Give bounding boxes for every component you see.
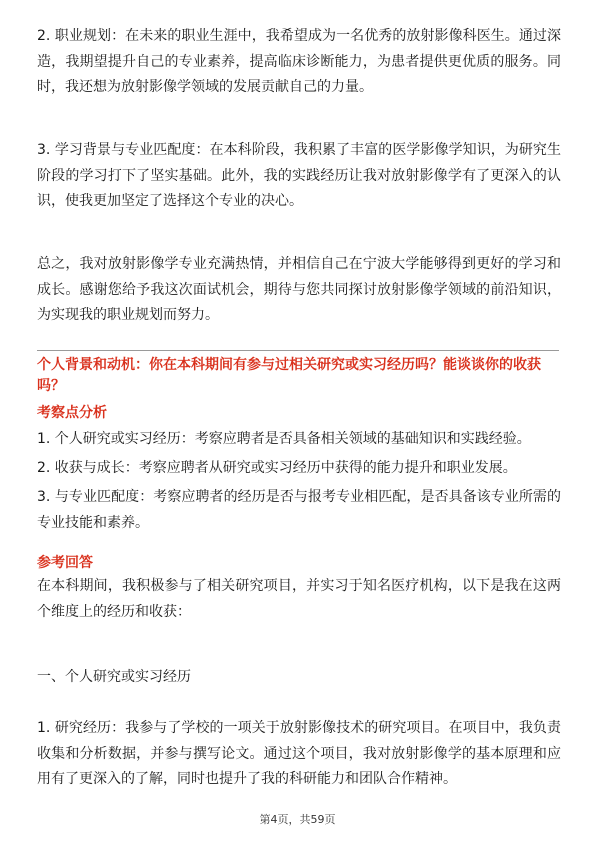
section-divider [37,350,559,351]
analysis-item: 1. 个人研究或实习经历：考察应聘者是否具备相关领域的基础知识和实践经验。 [37,431,531,447]
answer-section-title: 一、个人研究或实习经历 [37,669,191,685]
analysis-item: 3. 与专业匹配度：考察应聘者的经历是否与报考专业相匹配，是否具备该专业所需的专业技能和素养。 [37,489,561,531]
analysis-heading: 考察点分析 [37,405,107,421]
career-plan-paragraph: 2. 职业规划：在未来的职业生涯中，我希望成为一名优秀的放射影像科医生。通过深造，我期望提升自己的专业素养，提高临床诊断能力，为患者提供更优质的服务。同时，我还想为放射影像学领域的发展贡献自己的力量。 [37,28,561,95]
background-match-paragraph: 3. 学习背景与专业匹配度：在本科阶段，我积累了丰富的医学影像学知识，为研究生阶段的学习打下了坚实基础。此外，我的实践经历让我对放射影像学有了更深入的认识，使我更加坚定了选择这个专业的决心。 [37,142,561,209]
conclusion-paragraph: 总之，我对放射影像学专业充满热情，并相信自己在宁波大学能够得到更好的学习和成长。感谢您给予我这次面试机会，期待与您共同探讨放射影像学领域的前沿知识，为实现我的职业规划而努力。 [37,256,561,323]
page-number: 第4页，共59页 [259,813,336,826]
answer-heading: 参考回答 [37,555,93,571]
research-experience-paragraph: 1. 研究经历：我参与了学校的一项关于放射影像技术的研究项目。在项目中，我负责收集和分析数据，并参与撰写论文。通过这个项目，我对放射影像学的基本原理和应用有了更深入的了解，同时也提升了我的科研能力和团队合作精神。 [37,720,561,787]
interview-question: 个人背景和动机：你在本科期间有参与过相关研究或实习经历吗？能谈谈你的收获吗？ [37,357,541,394]
analysis-item: 2. 收获与成长：考察应聘者从研究或实习经历中获得的能力提升和职业发展。 [37,460,517,476]
answer-intro: 在本科期间，我积极参与了相关研究项目，并实习于知名医疗机构，以下是我在这两个维度上的经历和收获： [37,578,561,620]
